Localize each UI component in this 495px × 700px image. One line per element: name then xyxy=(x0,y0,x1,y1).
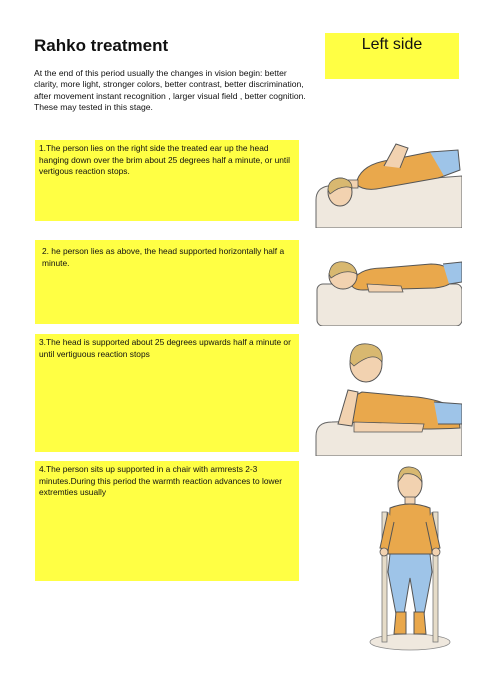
illustration-head-hanging xyxy=(312,140,462,228)
illustration-seated-chair xyxy=(360,462,460,656)
step-2-box: 2. he person lies as above, the head supported horizontally half a minute. xyxy=(35,240,299,324)
illustration-head-raised xyxy=(314,332,462,456)
step-3-box: 3.The head is supported about 25 degrees upwards half a minute or until vertiguous reaction stops xyxy=(35,334,299,452)
illustration-head-horizontal xyxy=(311,234,462,326)
side-label-box: Left side xyxy=(325,33,459,79)
intro-paragraph: At the end of this period usually the changes in vision begin: better clarity, more light, stronger colors, better contrast, better discrimination, after movement instant recognition , larger visual field , better cognition. These may tested in this stage. xyxy=(34,68,306,113)
page-title: Rahko treatment xyxy=(34,36,169,55)
step-1-box: 1.The person lies on the right side the treated ear up the head hanging down over the brim about 25 degrees half a minute, or until vertigous reaction stops. xyxy=(35,140,299,221)
step-4-box: 4.The person sits up supported in a chair with armrests 2-3 minutes.During this period the warmth reaction advances to lower extremties usually xyxy=(35,461,299,581)
